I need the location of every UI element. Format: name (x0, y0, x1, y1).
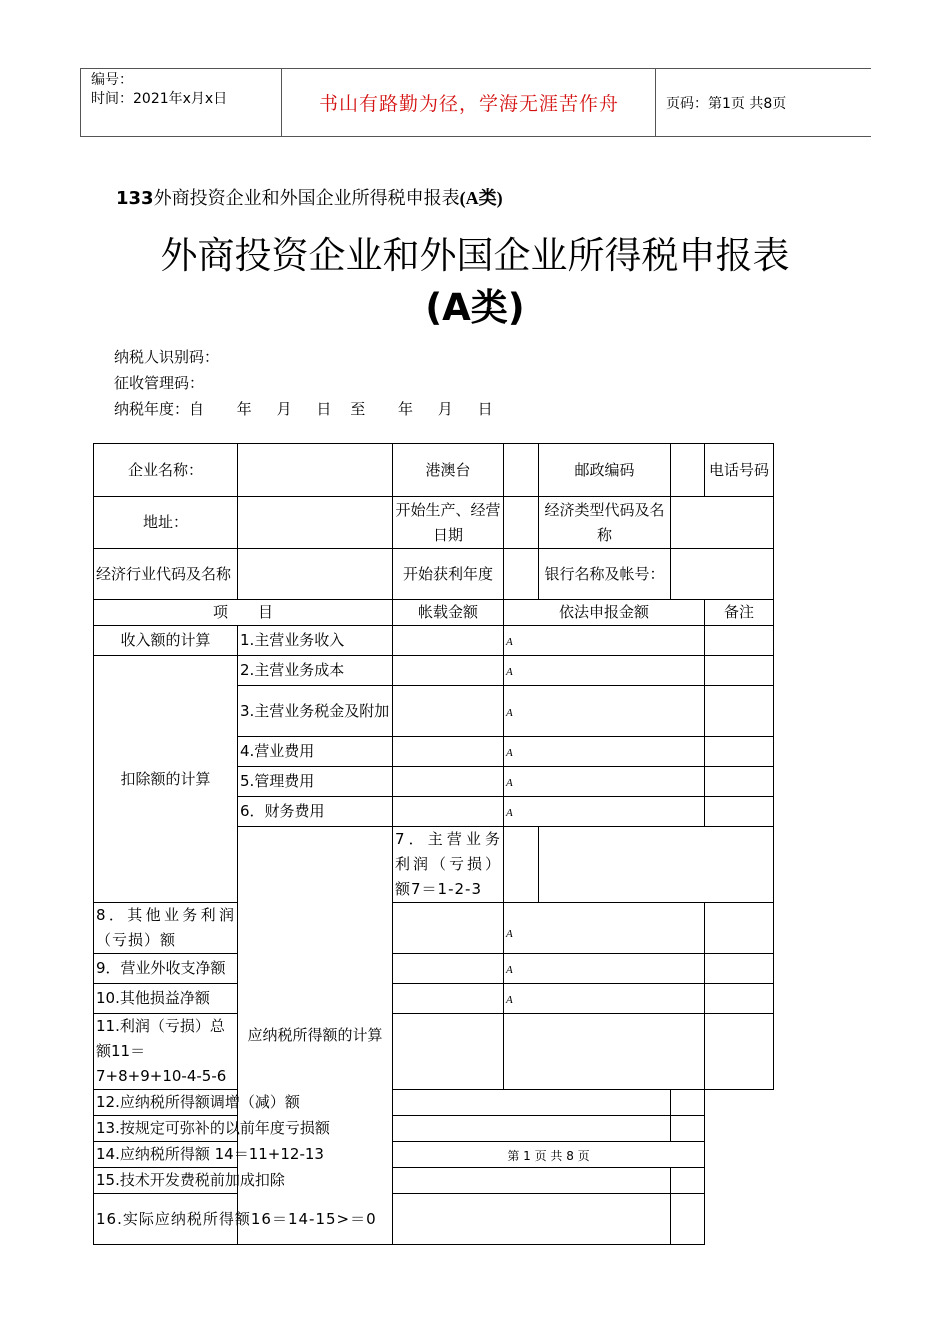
row-label: 11.利润（亏损）总额11＝7+8+9+10-4-5-6 (94, 1014, 238, 1090)
address-field[interactable] (238, 497, 393, 549)
column-header-book-amount: 帐载金额 (393, 600, 504, 626)
econ-type-field[interactable] (671, 497, 774, 549)
declared-amount-cell[interactable]: A (504, 626, 705, 656)
tax-year-year2: 年 (397, 400, 413, 418)
table-row (94, 903, 774, 954)
company-name-field[interactable] (238, 444, 393, 497)
header-motto: 书山有路勤为径，学海无涯苦作舟 (283, 69, 656, 136)
note-cell[interactable] (705, 686, 774, 737)
bank-field[interactable] (671, 549, 774, 600)
book-amount-cell[interactable] (393, 686, 504, 737)
note-cell[interactable] (705, 737, 774, 767)
declared-amount-cell[interactable]: A (504, 767, 705, 797)
table-row (94, 1116, 774, 1142)
declared-amount-cell[interactable]: A (504, 686, 705, 737)
page-header (80, 68, 871, 137)
econ-type-label: 经济类型代码及名称 (539, 497, 671, 549)
row-label: 9．营业外收支净额 (94, 954, 238, 984)
industry-field[interactable] (238, 549, 393, 600)
group-income-label: 收入额的计算 (94, 626, 238, 656)
bank-label: 银行名称及帐号： (539, 549, 671, 600)
row-label: 7．主营业务利润（亏损）额7＝1-2-3 (393, 827, 504, 903)
start-date-label: 开始生产、经营日期 (393, 497, 504, 549)
table-row (94, 1090, 774, 1116)
row-label: 1.主营业务收入 (238, 626, 393, 656)
phone-label: 电话号码 (705, 444, 774, 497)
declared-amount-cell[interactable] (393, 1116, 671, 1142)
declared-amount-cell[interactable]: A (504, 737, 705, 767)
row-label: 12.应纳税所得额调增（减）额 (94, 1090, 393, 1116)
note-cell[interactable] (671, 1168, 705, 1194)
group-taxable-label: 应纳税所得额的计算 (238, 827, 393, 1245)
table-row (94, 444, 774, 497)
page-title: 外商投资企业和外国企业所得税申报表 (160, 234, 790, 277)
book-amount-cell[interactable] (393, 1014, 504, 1090)
subtitle-text: 外商投资企业和外国企业所得税申报表 (153, 188, 460, 209)
tax-year-day1: 日 (316, 400, 332, 418)
book-amount-cell[interactable] (393, 797, 504, 827)
admin-code-label: 征收管理码： (114, 374, 205, 392)
header-page-label: 页码：第1页 共8页 (666, 95, 787, 112)
start-date-field[interactable] (504, 497, 539, 549)
address-label: 地址： (94, 497, 238, 549)
declared-amount-cell[interactable]: A (504, 903, 705, 954)
inline-page-number: 第 1 页 共 8 页 (393, 1142, 705, 1168)
book-amount-cell[interactable] (393, 737, 504, 767)
group-deduct-label: 扣除额的计算 (94, 656, 238, 903)
row-label: 15.技术开发费税前加成扣除 (94, 1168, 393, 1194)
book-amount-cell[interactable] (393, 954, 504, 984)
column-header-declared-amount: 依法申报金额 (504, 600, 705, 626)
note-cell[interactable] (705, 656, 774, 686)
declared-amount-cell[interactable] (393, 1168, 671, 1194)
table-row (94, 656, 774, 686)
note-cell[interactable] (705, 984, 774, 1014)
row-label: 14.应纳税所得额 14＝11+12-13 (94, 1142, 393, 1168)
profit-year-label: 开始获利年度 (393, 549, 504, 600)
declared-amount-cell[interactable]: A (504, 797, 705, 827)
hk-macau-tw-field[interactable] (504, 444, 539, 497)
tax-year-year1: 年 (236, 400, 252, 418)
postal-code-label: 邮政编码 (539, 444, 671, 497)
table-row (94, 954, 774, 984)
book-amount-cell[interactable] (393, 984, 504, 1014)
book-amount-cell[interactable] (504, 827, 539, 903)
tax-return-form (93, 443, 774, 1245)
tax-year-to: 至 (350, 400, 366, 418)
header-meta (81, 69, 282, 136)
row-label: 16.实际应纳税所得额16＝14-15>＝0 (94, 1194, 393, 1245)
row-label: 5.管理费用 (238, 767, 393, 797)
profit-year-field[interactable] (504, 549, 539, 600)
declared-amount-cell[interactable] (393, 1090, 671, 1116)
table-row (94, 1194, 774, 1245)
table-row (94, 497, 774, 549)
row-label: 6．财务费用 (238, 797, 393, 827)
declared-amount-cell[interactable]: A (504, 984, 705, 1014)
row-label: 4.营业费用 (238, 737, 393, 767)
company-name-label: 企业名称： (94, 444, 238, 497)
table-row (94, 1142, 774, 1168)
table-row (94, 1014, 774, 1090)
page-title-line2: (A类) (425, 286, 525, 329)
row-label: 2.主营业务成本 (238, 656, 393, 686)
row-label: 3.主营业务税金及附加 (238, 686, 393, 737)
note-cell[interactable] (671, 1194, 705, 1245)
note-cell[interactable] (705, 767, 774, 797)
note-cell[interactable] (705, 1014, 774, 1090)
document-time-label: 时间：2021年x月x日 (91, 91, 228, 107)
table-row (94, 549, 774, 600)
note-cell[interactable] (705, 903, 774, 954)
table-header-row (94, 600, 774, 626)
note-cell[interactable] (705, 954, 774, 984)
taxpayer-id-label: 纳税人识别码： (114, 348, 220, 366)
column-header-note: 备注 (705, 600, 774, 626)
subtitle-number: 133 (116, 188, 154, 209)
table-row (94, 984, 774, 1014)
declared-amount-cell[interactable]: A (504, 656, 705, 686)
table-row (94, 1168, 774, 1194)
row-label: 8．其他业务利润（亏损）额 (94, 903, 238, 954)
column-header-item: 项 目 (94, 600, 393, 626)
postal-code-field[interactable] (671, 444, 705, 497)
declared-amount-cell[interactable] (539, 827, 774, 903)
note-cell[interactable] (705, 626, 774, 656)
note-cell[interactable] (671, 1116, 705, 1142)
tax-year-month2: 月 (437, 400, 453, 418)
tax-year-month1: 月 (276, 400, 292, 418)
row-label: 10.其他损益净额 (94, 984, 238, 1014)
subtitle-suffix: (A类) (459, 188, 503, 208)
book-amount-cell[interactable] (393, 656, 504, 686)
book-amount-cell[interactable] (393, 767, 504, 797)
declared-amount-cell[interactable] (504, 1014, 705, 1090)
note-cell[interactable] (671, 1090, 705, 1116)
tax-year-from: 纳税年度：自 (114, 400, 205, 418)
book-amount-cell[interactable] (393, 626, 504, 656)
tax-year-day2: 日 (477, 400, 493, 418)
declared-amount-cell[interactable]: A (504, 954, 705, 984)
declared-amount-cell[interactable] (393, 1194, 671, 1245)
document-number-label: 编号： (91, 72, 133, 88)
industry-label: 经济行业代码及名称 (94, 549, 238, 600)
book-amount-cell[interactable] (393, 903, 504, 954)
row-label: 13.按规定可弥补的以前年度亏损额 (94, 1116, 393, 1142)
note-cell[interactable] (705, 797, 774, 827)
tax-year-line (114, 398, 493, 419)
table-row (94, 626, 774, 656)
document-subtitle (116, 184, 503, 210)
hk-macau-tw-label: 港澳台 (393, 444, 504, 497)
